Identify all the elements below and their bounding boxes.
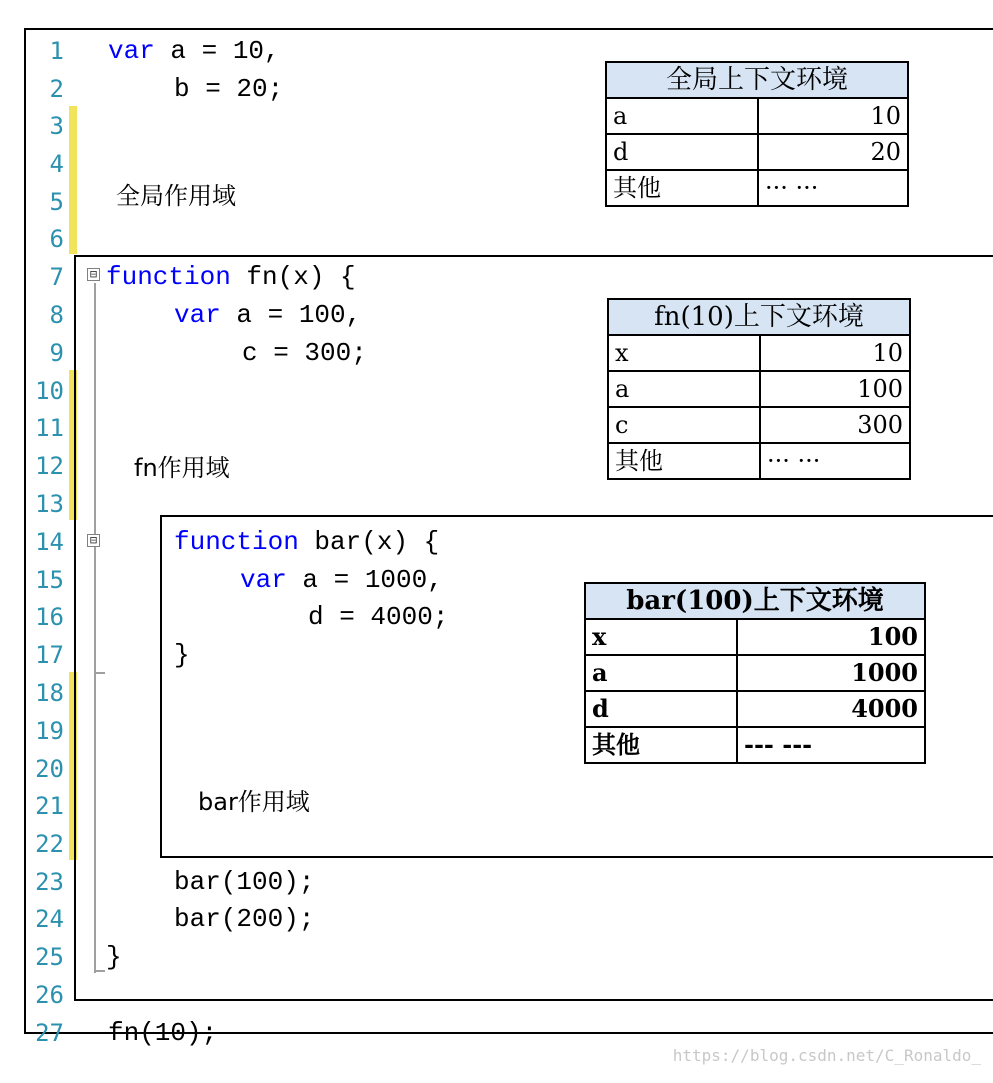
line-number: 17	[35, 641, 64, 669]
var-value: --- ---	[737, 727, 925, 763]
code-line-14	[174, 523, 439, 561]
table-row	[608, 407, 910, 443]
var-value: 1000	[737, 655, 925, 691]
var-value: 100	[760, 371, 910, 407]
line-number: 11	[35, 414, 64, 442]
line-number: 21	[35, 792, 64, 820]
var-name: a	[608, 371, 760, 407]
fn-context-table	[607, 298, 911, 480]
code-line-1	[108, 32, 280, 70]
line-number: 19	[35, 717, 64, 745]
line-number: 14	[35, 528, 64, 556]
var-name: a	[585, 655, 737, 691]
fn-scope-label: fn作用域	[134, 454, 230, 482]
keyword: var	[240, 565, 287, 595]
table-title: bar(100)上下文环境	[585, 583, 925, 619]
code-line-15	[240, 561, 443, 599]
line-number: 18	[35, 679, 64, 707]
table-row	[585, 727, 925, 763]
var-value: ··· ···	[760, 443, 910, 479]
line-number: 5	[49, 188, 64, 216]
code-line-16: d = 4000;	[308, 602, 449, 632]
fold-toggle-icon[interactable]: ⊟	[87, 268, 100, 281]
code-text: a = 10,	[154, 36, 280, 66]
var-value: 10	[760, 335, 910, 371]
line-number: 6	[49, 225, 64, 253]
var-name: d	[606, 134, 758, 170]
table-title: fn(10)上下文环境	[608, 299, 910, 335]
line-number: 9	[49, 339, 64, 367]
code-line-7	[106, 258, 356, 296]
line-number: 8	[49, 301, 64, 329]
code-line-23: bar(100);	[174, 867, 315, 897]
line-number: 23	[35, 868, 64, 896]
change-marker-global	[69, 106, 77, 254]
line-number: 26	[35, 981, 64, 1009]
code-line-25: }	[106, 942, 122, 972]
table-row	[608, 443, 910, 479]
table-row	[608, 371, 910, 407]
global-scope-label: 全局作用域	[116, 182, 236, 210]
var-value: 100	[737, 619, 925, 655]
var-value: 300	[760, 407, 910, 443]
var-name: x	[608, 335, 760, 371]
line-number: 7	[49, 263, 64, 291]
keyword: var	[108, 36, 155, 66]
keyword: function	[106, 262, 231, 292]
var-value: ··· ···	[758, 170, 908, 206]
var-name: 其他	[606, 170, 758, 206]
var-name: a	[606, 98, 758, 134]
code-text: bar(x) {	[298, 527, 440, 557]
fold-toggle-icon[interactable]: ⊟	[87, 534, 100, 547]
table-row	[606, 134, 908, 170]
var-name: x	[585, 619, 737, 655]
keyword: function	[174, 527, 299, 557]
watermark-url: https://blog.csdn.net/C_Ronaldo_	[672, 1046, 981, 1065]
var-name: d	[585, 691, 737, 727]
code-line-27: fn(10);	[108, 1018, 218, 1048]
code-line-2: b = 20;	[174, 74, 284, 104]
keyword: var	[174, 300, 221, 330]
line-number: 2	[49, 75, 64, 103]
global-context-table	[605, 61, 909, 207]
line-number: 22	[35, 830, 64, 858]
code-text: fn(x) {	[230, 262, 356, 292]
var-value: 20	[758, 134, 908, 170]
code-line-8	[174, 296, 361, 334]
table-row	[585, 619, 925, 655]
var-name: c	[608, 407, 760, 443]
line-number: 15	[35, 566, 64, 594]
line-number: 24	[35, 905, 64, 933]
table-row	[585, 691, 925, 727]
line-number: 25	[35, 943, 64, 971]
line-number: 12	[35, 452, 64, 480]
bar-scope-label: bar作用域	[198, 788, 310, 816]
var-name: 其他	[585, 727, 737, 763]
table-title: 全局上下文环境	[606, 62, 908, 98]
table-row	[606, 98, 908, 134]
code-line-17: }	[174, 640, 190, 670]
table-row	[608, 335, 910, 371]
var-name: 其他	[608, 443, 760, 479]
var-value: 4000	[737, 691, 925, 727]
line-number: 13	[35, 490, 64, 518]
var-value: 10	[758, 98, 908, 134]
code-text: a = 100,	[220, 300, 362, 330]
table-row	[606, 170, 908, 206]
code-line-24: bar(200);	[174, 904, 315, 934]
line-number: 4	[49, 150, 64, 178]
code-text: a = 1000,	[286, 565, 443, 595]
line-number: 27	[35, 1019, 64, 1047]
bar-context-table	[584, 582, 926, 764]
line-number: 16	[35, 603, 64, 631]
code-line-9: c = 300;	[242, 338, 367, 368]
line-number: 1	[49, 37, 64, 65]
table-row	[585, 655, 925, 691]
line-number: 3	[49, 112, 64, 140]
line-number: 20	[35, 755, 64, 783]
line-number: 10	[35, 377, 64, 405]
